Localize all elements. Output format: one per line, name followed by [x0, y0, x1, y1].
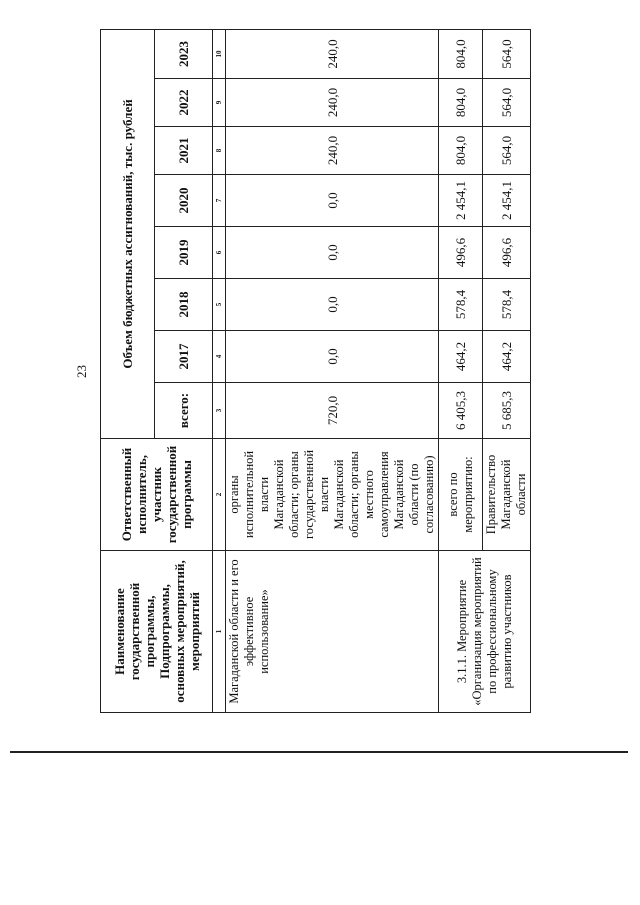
column-number: 1	[213, 551, 226, 713]
header-year: 2019	[155, 227, 213, 279]
budget-table	[100, 29, 531, 713]
row-value: 6 405,3	[439, 383, 483, 439]
row-value: 496,6	[483, 227, 531, 279]
column-number: 10	[213, 29, 226, 78]
column-number: 3	[213, 383, 226, 439]
header-year: 2018	[155, 279, 213, 331]
row-value: 0,0	[226, 227, 439, 279]
column-number: 7	[213, 175, 226, 227]
row-value: 464,2	[439, 331, 483, 383]
row-value: 804,0	[439, 29, 483, 78]
header-budget: Объем бюджетных ассигнований, тыс. рублей	[101, 29, 155, 438]
page-number: 23	[74, 365, 89, 378]
row-value: 240,0	[226, 127, 439, 175]
row-value: 564,0	[483, 29, 531, 78]
row-value: 464,2	[483, 331, 531, 383]
header-year: 2020	[155, 175, 213, 227]
column-number: 8	[213, 127, 226, 175]
header-year: всего:	[155, 383, 213, 439]
column-number: 9	[213, 79, 226, 127]
row-executor: Правительство Магаданской области	[483, 439, 531, 551]
row-value: 578,4	[439, 279, 483, 331]
row-value: 2 454,1	[483, 175, 531, 227]
header-executor: Ответственный исполнитель, участник государственной программы	[101, 439, 213, 551]
row-value: 0,0	[226, 279, 439, 331]
row-value: 240,0	[226, 79, 439, 127]
row-executor: всего по мероприятию:	[439, 439, 483, 551]
row-value: 496,6	[439, 227, 483, 279]
header-year: 2023	[155, 29, 213, 78]
column-number: 6	[213, 227, 226, 279]
header-year: 2022	[155, 79, 213, 127]
row-value: 2 454,1	[439, 175, 483, 227]
header-name: Наименование государственной программы, Подпрограммы, основных мероприятий, мероприятий	[101, 551, 213, 713]
row-value: 578,4	[483, 279, 531, 331]
header-year: 2021	[155, 127, 213, 175]
row-value: 240,0	[226, 29, 439, 78]
row-value: 804,0	[439, 79, 483, 127]
row-value: 564,0	[483, 127, 531, 175]
row-value: 0,0	[226, 175, 439, 227]
rotated-page-content	[62, 30, 528, 713]
row-value: 564,0	[483, 79, 531, 127]
column-number: 4	[213, 331, 226, 383]
horizontal-rule	[10, 751, 628, 753]
row-value: 720,0	[226, 383, 439, 439]
row-name: 3.1.1. Мероприятие «Организация мероприятий по профессиональному развитию участников	[439, 551, 531, 713]
row-executor: органы исполнительной власти Магаданской области; органы государственной власти Магаданской области; органы местного самоуправления Магаданской области (по согласованию)	[226, 439, 439, 551]
row-value: 0,0	[226, 331, 439, 383]
row-name: Магаданской области и его эффективное использование»	[226, 551, 439, 713]
column-number: 2	[213, 439, 226, 551]
column-number: 5	[213, 279, 226, 331]
row-value: 804,0	[439, 127, 483, 175]
row-value: 5 685,3	[483, 383, 531, 439]
header-year: 2017	[155, 331, 213, 383]
